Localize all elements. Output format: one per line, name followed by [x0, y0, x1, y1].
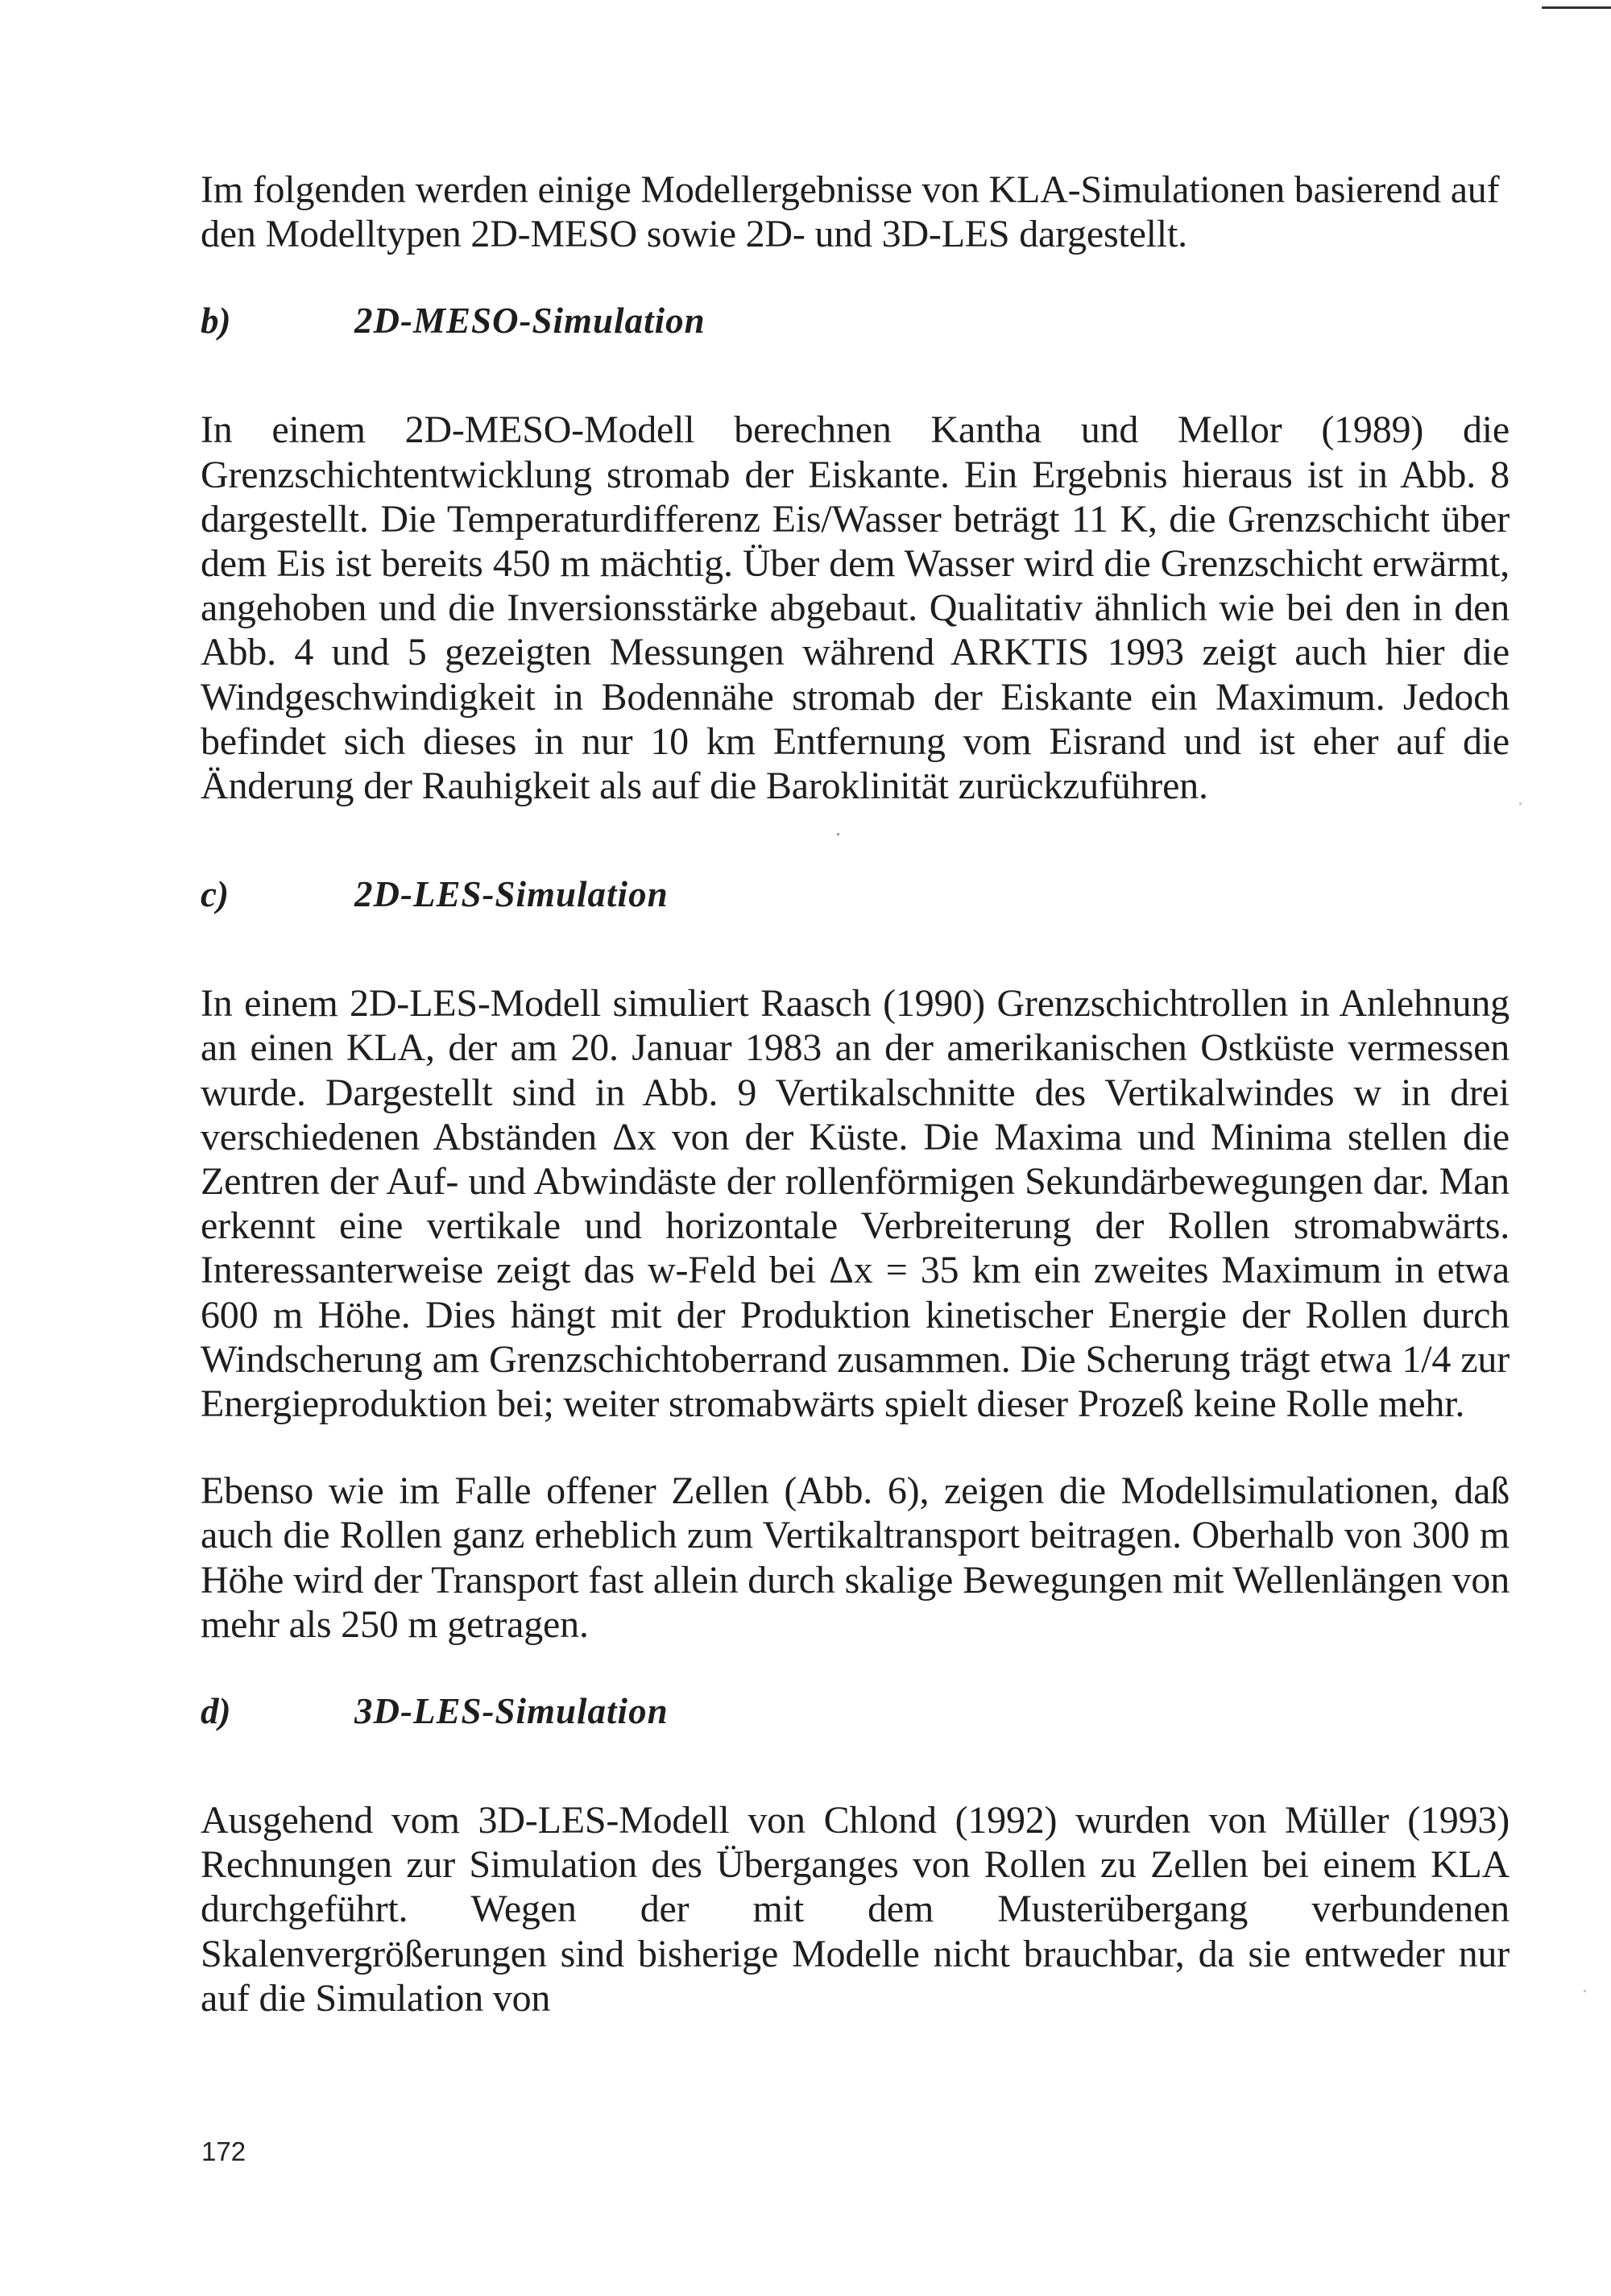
page-number: 172 — [201, 2136, 246, 2166]
section-title: 3D-LES-Simulation — [354, 1691, 669, 1732]
section-letter: b) — [201, 300, 231, 342]
section-letter: d) — [201, 1691, 231, 1732]
corner-rule — [1542, 6, 1611, 9]
page-content — [201, 168, 1510, 2020]
section-heading-d — [201, 1689, 1510, 1734]
section-title: 2D-MESO-Simulation — [354, 300, 706, 342]
section-title: 2D-LES-Simulation — [354, 874, 669, 915]
section-letter: c) — [201, 874, 229, 915]
section-heading-b — [201, 299, 1510, 343]
paragraph-2d-meso: In einem 2D-MESO-Modell berechnen Kantha und Mellor (1989) die Grenzschichtentwicklung stromab der Eiskante. Ein Ergebnis hieraus ist in Abb. 8 dargestellt. Die Temperaturdifferenz Eis/Wasser beträgt 11 K, die Grenzschicht über dem Eis ist bereits 450 m mächtig. Über dem Wasser wird die Grenzschicht erwärmt, angehoben und die Inversionsstärke abgebaut. Qualitativ ähnlich wie bei den in den Abb. 4 und 5 gezeigten Messungen während ARKTIS 1993 zeigt auch hier die Windgeschwindigkeit in Bodennähe stromab der Eiskante ein Maximum. Jedoch befindet sich dieses in nur 10 km Entfernung vom Eisrand und ist eher auf die Änderung der Rauhigkeit als auf die Baroklinität zurückzuführen. — [201, 408, 1510, 808]
section-heading-c — [201, 872, 1510, 917]
scan-speck — [1584, 1990, 1586, 1992]
scan-speck — [1519, 802, 1522, 805]
paragraph-3d-les: Ausgehend vom 3D-LES-Modell von Chlond (1992) wurden von Müller (1993) Rechnungen zur Simulation des Überganges von Rollen zu Zellen bei einem KLA durchgeführt. Wegen der mit dem Musterübergang verbundenen Skalenvergrößerungen sind bisherige Modelle nicht brauchbar, da sie entweder nur auf die Simulation von — [201, 1799, 1510, 2020]
paragraph-vertical-transport: Ebenso wie im Falle offener Zellen (Abb. 6), zeigen die Modellsimulationen, daß auch die Rollen ganz erheblich zum Vertikaltransport beitragen. Oberhalb von 300 m Höhe wird der Transport fast allein durch skalige Bewegungen mit Wellenlängen von mehr als 250 m getragen. — [201, 1469, 1510, 1646]
paragraph-2d-les: In einem 2D-LES-Modell simuliert Raasch (1990) Grenzschichtrollen in Anlehnung an einen KLA, der am 20. Januar 1983 an der amerikanischen Ostküste vermessen wurde. Dargestellt sind in Abb. 9 Vertikalschnitte des Vertikalwindes w in drei verschiedenen Abständen Δx von der Küste. Die Maxima und Minima stellen die Zentren der Auf- und Abwindäste der rollenförmigen Sekundärbewegungen dar. Man erkennt eine vertikale und horizontale Verbreiterung der Rollen stromabwärts. Interessanterweise zeigt das w-Feld bei Δx = 35 km ein zweites Maximum in etwa 600 m Höhe. Dies hängt mit der Produktion kinetischer Energie der Rollen durch Windscherung am Grenzschichtoberrand zusammen. Die Scherung trägt etwa 1/4 zur Energieproduktion bei; weiter stromabwärts spielt dieser Prozeß keine Rolle mehr. — [201, 982, 1510, 1426]
intro-paragraph: Im folgenden werden einige Modellergebnisse von KLA-Simulationen basierend auf den Modelltypen 2D-MESO sowie 2D- und 3D-LES dargestellt. — [201, 168, 1500, 256]
